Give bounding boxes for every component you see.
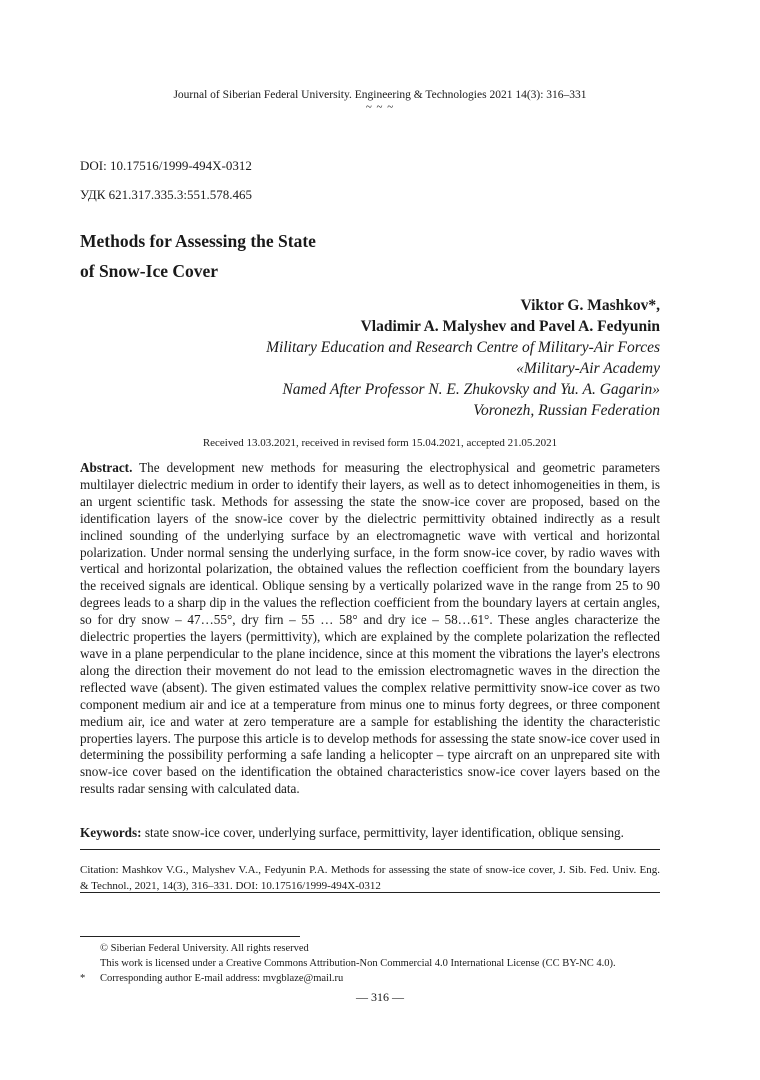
keywords-text: state snow-ice cover, underlying surface, permittivity, layer identification, oblique sensing. [144, 825, 624, 840]
doi: DOI: 10.17516/1999-494X-0312 [80, 158, 252, 173]
paper-title [80, 226, 480, 286]
footnote-corresponding: * Corresponding author E-mail address: mvgblaze@mail.ru [80, 973, 344, 984]
keywords [80, 824, 660, 841]
abstract [80, 460, 660, 798]
divider-bottom [80, 892, 660, 893]
affiliation-line-2: «Military-Air Academy [516, 360, 660, 377]
affiliation-line-3: Named After Professor N. E. Zhukovsky and Yu. A. Gagarin» [282, 381, 660, 398]
abstract-label: Abstract. [80, 460, 133, 475]
header-separator: ~ ~ ~ [365, 101, 395, 113]
title-line-2: of Snow-Ice Cover [80, 261, 219, 281]
keywords-label: Keywords: [80, 825, 142, 840]
udk: УДК 621.317.335.3:551.578.465 [80, 187, 253, 202]
received-dates: Received 13.03.2021, received in revised form 15.04.2021, accepted 21.05.2021 [202, 437, 558, 449]
affiliation-line-1: Military Education and Research Centre of Military-Air Forces [266, 339, 660, 356]
page-number: — 316 — [356, 990, 404, 1004]
affiliation-line-4: Voronezh, Russian Federation [473, 402, 660, 419]
authors-line-2: Vladimir A. Malyshev and Pavel A. Fedyunin [360, 318, 660, 335]
asterisk-mark: * [80, 973, 86, 984]
footnote-license: This work is licensed under a Creative Commons Attribution-Non Commercial 4.0 International License (CC BY-NC 4.0). [100, 958, 616, 969]
citation: Citation: Mashkov V.G., Malyshev V.A., Fedyunin P.A. Methods for assessing the state of snow-ice cover, J. Sib. Fed. Univ. Eng. & Technol., 2021, 14(3), 316–331. DOI: 10.17516/1999-494X-0312 [80, 864, 660, 892]
authors-line-1: Viktor G. Mashkov*, [520, 297, 660, 314]
footnote-copyright: © Siberian Federal University. All rights reserved [100, 943, 309, 954]
divider-top [80, 849, 660, 850]
authors-block [266, 295, 660, 421]
footnote-rule [80, 936, 300, 937]
abstract-text: The development new methods for measuring the electrophysical and geometric parameters multilayer dielectric medium in order to identify their layers, as well as to detect inhomogeneities in them, is an urgent scientific task. Methods for assessing the state the snow-ice cover are proposed, based on the identification layers of the snow-ice cover by the dielectric permittivity obtained indirectly as a result inclined sounding of the underlying surface by an electromagnetic wave with vertical and horizontal polarization. Under normal sensing the underlying surface, in the form snow-ice cover, by radio waves with vertical and horizontal polarization, the obtained values the reflection coefficient from the boundary layers the received signals are identical. Oblique sensing by a vertically polarized wave in the range from 25 to 90 degrees leads to a sharp dip in the values the reflection coefficient from the boundary layers at certain angles, so for dry snow – 47…55°, dry firn – 55 … 58° and dry ice – 58…61°. These angles characterize the dielectric properties the layers (permittivity), which are explained by the complete polarization the reflected wave in a plane perpendicular to the plane incidence, since at this moment the vibrations the layer's electrons along the direction their movement do not lead to the emission electromagnetic waves in the direction the reflected wave (absent). The given estimated values the complex relative permittivity snow-ice cover as two component medium air and ice at a temperature from minus one to minus forty degrees, or three component medium air, ice and water at zero temperature are a sample for establishing the identity the characteristic properties layers. The purpose this article is to develop methods for assessing the state snow-ice cover used in determining the possibility performing a safe landing a helicopter – type aircraft on an unprepared site with snow-ice cover based on the identification the obtained characteristics snow-ice cover layers based on the results radar sensing with calculated data. [80, 460, 661, 797]
journal-header: Journal of Siberian Federal University. Engineering & Technologies 2021 14(3): 316–331 [173, 89, 587, 101]
title-line-1: Methods for Assessing the State [80, 231, 316, 251]
